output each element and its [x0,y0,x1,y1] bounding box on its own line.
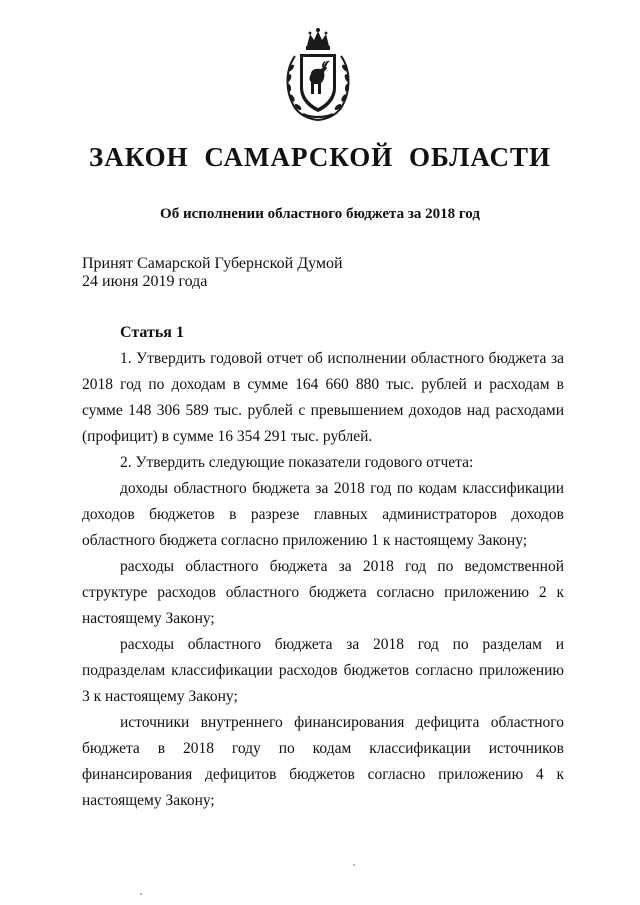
paragraph-expenses-departmental: расходы областного бюджета за 2018 год по ведомственной структуре расходов областного бюджета согласно приложению 2 к настоящему Закону; [82,558,564,627]
paragraph-deficit-sources: источники внутреннего финансирования дефицита областного бюджета в 2018 году по кодам классификации источников финансирования дефицитов бюджетов согласно приложению 4 к настоящему Закону; [82,714,564,809]
adoption-body: Принят Самарской Губернской Думой [82,255,343,272]
adoption-date: 24 июня 2019 года [82,273,208,290]
scan-speck [140,893,142,895]
paragraph-indicators: 2. Утвердить следующие показатели годового отчета: [120,454,474,471]
article-body [82,346,564,814]
paragraph-report-approval: 1. Утвердить годовой отчет об исполнении областного бюджета за 2018 год по доходам в сумме 164 660 880 тыс. рублей и расходам в сумме 148 306 589 тыс. рублей с превышением доходов над расходами (профицит) в сумме 16 354 291 тыс. рублей. [82,350,564,445]
scan-speck [353,864,355,866]
paragraph-expenses-sections: расходы областного бюджета за 2018 год по разделам и подразделам классификации расходов бюджетов согласно приложению 3 к настоящему Закону; [82,636,564,705]
samara-region-coat-of-arms-icon [281,26,355,122]
law-subtitle: Об исполнении областного бюджета за 2018 год [160,206,480,222]
adoption-block [82,255,382,291]
article-heading: Статья 1 [120,324,184,341]
law-title: ЗАКОН САМАРСКОЙ ОБЛАСТИ [89,142,551,172]
paragraph-revenues: доходы областного бюджета за 2018 год по кодам классификации доходов бюджетов в разрезе главных администраторов доходов областного бюджета согласно приложению 1 к настоящему Закону; [82,480,564,549]
